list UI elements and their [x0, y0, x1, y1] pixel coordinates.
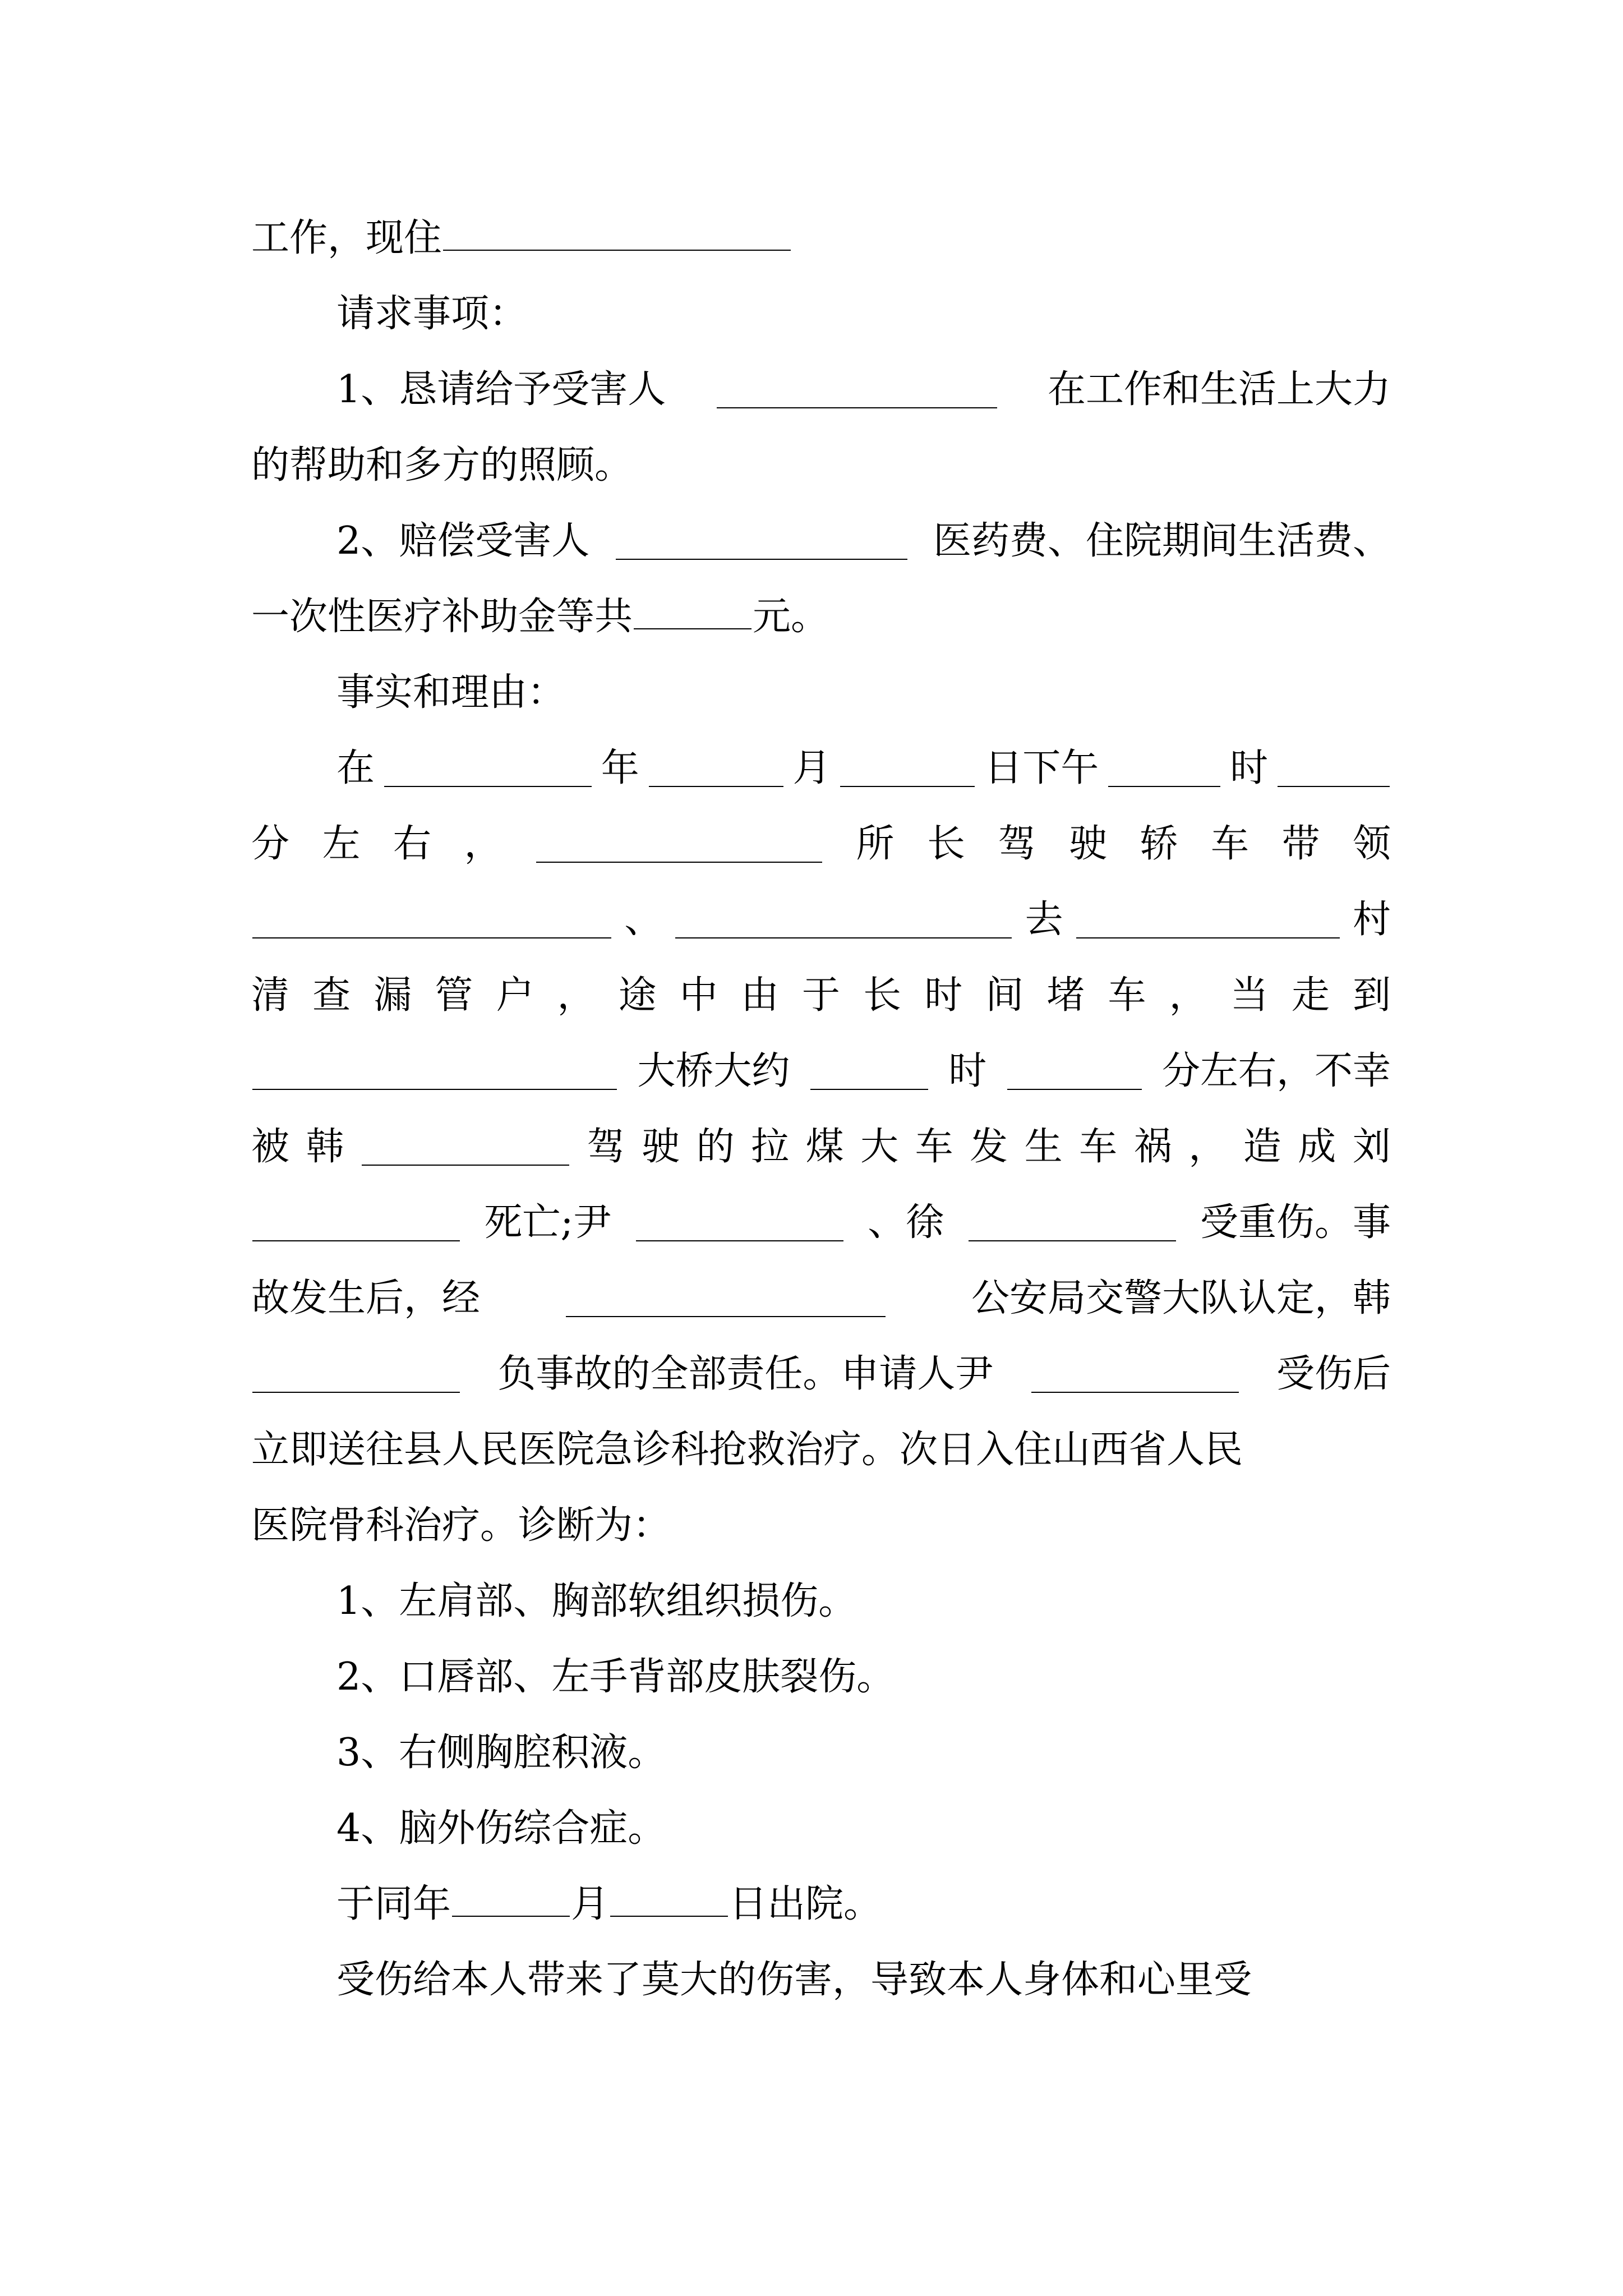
line-text: 清 — [251, 973, 290, 1018]
blank-field — [443, 213, 791, 251]
line-text: 车 — [915, 1125, 953, 1169]
line-text: 月 — [571, 1882, 610, 1926]
line-text: 驶 — [1068, 822, 1107, 866]
line-text: 死亡;尹 — [484, 1200, 612, 1245]
line-text: 时 — [924, 973, 963, 1018]
text-line — [251, 1498, 671, 1554]
line-text: 韩 — [306, 1125, 344, 1169]
line-text: 中 — [679, 973, 718, 1018]
text-line — [251, 1422, 1243, 1478]
blank-field — [1278, 750, 1390, 788]
blank-field — [252, 1053, 617, 1091]
line-text: 带 — [1281, 822, 1320, 866]
line-text: 日下午 — [984, 746, 1099, 790]
blank-field — [675, 901, 1012, 939]
line-text: 日出院。 — [729, 1882, 882, 1926]
line-text: 间 — [985, 973, 1024, 1018]
line-text: 的帮助和多方的照顾。 — [251, 443, 633, 487]
line-text: 2、赔偿受害人 — [336, 519, 590, 563]
line-text: 发 — [970, 1125, 1008, 1169]
blank-field — [536, 826, 822, 863]
line-text: 驶 — [642, 1125, 680, 1169]
line-text: 医药费、住院期间生活费、 — [933, 519, 1391, 563]
line-text: 村 — [1352, 898, 1391, 942]
line-text: 医院骨科治疗。诊断为： — [251, 1503, 671, 1548]
blank-field — [1076, 901, 1340, 939]
line-text: 驾 — [998, 822, 1036, 866]
line-text: 故发生后，经 — [251, 1276, 481, 1320]
line-text: 祸 — [1133, 1125, 1172, 1169]
line-text: 3、右侧胸腔积液。 — [336, 1731, 666, 1775]
line-text: 大 — [860, 1125, 899, 1169]
blank-field — [616, 523, 907, 560]
text-line — [251, 968, 1391, 1024]
line-text: 一次性医疗补助金等共 — [251, 595, 633, 639]
text-line — [251, 1346, 1391, 1402]
line-text: 走 — [1291, 973, 1330, 1018]
line-text: 车 — [1210, 822, 1249, 866]
line-text: 在 — [336, 746, 375, 790]
section-heading — [336, 286, 527, 342]
blank-field — [384, 750, 592, 788]
line-text: 分 — [251, 822, 290, 866]
blank-field — [252, 1204, 460, 1242]
blank-field — [566, 1280, 886, 1318]
line-text: 年 — [601, 746, 639, 790]
line-text: 、徐 — [868, 1200, 944, 1245]
text-line — [251, 1271, 1391, 1327]
line-text: 时 — [1230, 746, 1269, 790]
line-text: 立即送往县人民医院急诊科抢救治疗。次日入住山西省人民 — [251, 1428, 1243, 1472]
line-text: 事实和理由： — [336, 670, 566, 715]
line-text: 在工作和生活上大力 — [1047, 367, 1391, 412]
line-text: 、 — [624, 898, 663, 942]
text-line — [336, 513, 1391, 569]
list-item — [336, 1725, 666, 1781]
line-text: 车 — [1108, 973, 1146, 1018]
line-text: 时 — [948, 1049, 987, 1093]
text-line — [251, 589, 829, 645]
blank-field — [840, 750, 975, 788]
line-text: 长 — [863, 973, 902, 1018]
line-text: 请求事项： — [336, 292, 528, 336]
line-text: ， — [464, 822, 502, 866]
line-text: 受伤给本人带来了莫大的伤害，导致本人身体和心里受 — [336, 1958, 1252, 2002]
line-text: 受重伤。事 — [1200, 1200, 1391, 1245]
line-text: 堵 — [1046, 973, 1085, 1018]
blank-field — [252, 901, 611, 939]
line-text: 2、口唇部、左手背部皮肤裂伤。 — [336, 1655, 895, 1699]
text-line — [251, 1043, 1391, 1099]
blank-field — [1108, 750, 1220, 788]
line-text: 户 — [496, 973, 534, 1018]
list-item — [336, 1573, 856, 1630]
line-text: 生 — [1024, 1125, 1063, 1169]
line-text: 1、左肩部、胸部软组织损伤。 — [336, 1579, 857, 1623]
text-line — [336, 362, 1391, 418]
blank-field — [252, 1356, 460, 1393]
line-text: 轿 — [1140, 822, 1178, 866]
blank-field — [636, 1204, 843, 1242]
list-item — [336, 1649, 895, 1705]
blank-field — [610, 1879, 728, 1917]
text-line — [336, 1876, 882, 1932]
line-text: 月 — [792, 746, 831, 790]
text-line — [251, 892, 1391, 948]
line-text: 右 — [393, 822, 432, 866]
line-text: 左 — [322, 822, 361, 866]
text-line — [251, 210, 792, 266]
line-text: 漏 — [374, 973, 412, 1018]
text-line — [251, 1119, 1391, 1175]
text-line — [251, 816, 1391, 872]
line-text: 去 — [1025, 898, 1063, 942]
line-text: 领 — [1352, 822, 1391, 866]
line-text: 元。 — [753, 595, 829, 639]
line-text: 所 — [856, 822, 895, 866]
line-text: 造 — [1243, 1125, 1281, 1169]
list-item — [336, 1801, 666, 1857]
section-heading — [336, 665, 565, 721]
text-line — [251, 1195, 1391, 1251]
line-text: 长 — [926, 822, 965, 866]
line-text: 1、恳请给予受害人 — [336, 367, 666, 412]
line-text: 于 — [801, 973, 840, 1018]
line-text: ， — [557, 973, 596, 1018]
blank-field — [634, 592, 751, 629]
line-text: 当 — [1230, 973, 1269, 1018]
line-text: 分左右，不幸 — [1161, 1049, 1391, 1093]
text-line — [336, 740, 1391, 797]
blank-field — [1031, 1356, 1239, 1393]
line-text: 公安局交警大队认定，韩 — [971, 1276, 1391, 1320]
blank-field — [649, 750, 783, 788]
line-text: 刘 — [1352, 1125, 1391, 1169]
line-text: 由 — [740, 973, 779, 1018]
line-text: 于同年 — [336, 1882, 451, 1926]
text-line — [251, 438, 633, 494]
line-text: 受伤后 — [1276, 1352, 1391, 1396]
line-text: 成 — [1298, 1125, 1336, 1169]
line-text: 被 — [251, 1125, 290, 1169]
blank-field — [1007, 1053, 1142, 1091]
blank-field — [452, 1879, 570, 1917]
line-text: 途 — [618, 973, 657, 1018]
line-text: ， — [1188, 1125, 1227, 1169]
line-text: 的 — [696, 1125, 735, 1169]
line-text: 大桥大约 — [637, 1049, 790, 1093]
line-text: 查 — [312, 973, 351, 1018]
text-line — [336, 1952, 1252, 2008]
line-text: 4、脑外伤综合症。 — [336, 1806, 666, 1851]
line-text: 工作，现住 — [251, 216, 442, 260]
line-text: 车 — [1079, 1125, 1118, 1169]
blank-field — [810, 1053, 928, 1091]
line-text: 管 — [435, 973, 473, 1018]
line-text: 煤 — [805, 1125, 844, 1169]
line-text: 驾 — [587, 1125, 625, 1169]
line-text: 拉 — [751, 1125, 790, 1169]
line-text: ， — [1169, 973, 1207, 1018]
blank-field — [717, 371, 997, 409]
blank-field — [362, 1129, 569, 1166]
blank-field — [969, 1204, 1176, 1242]
line-text: 负事故的全部责任。申请人尹 — [497, 1352, 994, 1396]
line-text: 到 — [1352, 973, 1391, 1018]
